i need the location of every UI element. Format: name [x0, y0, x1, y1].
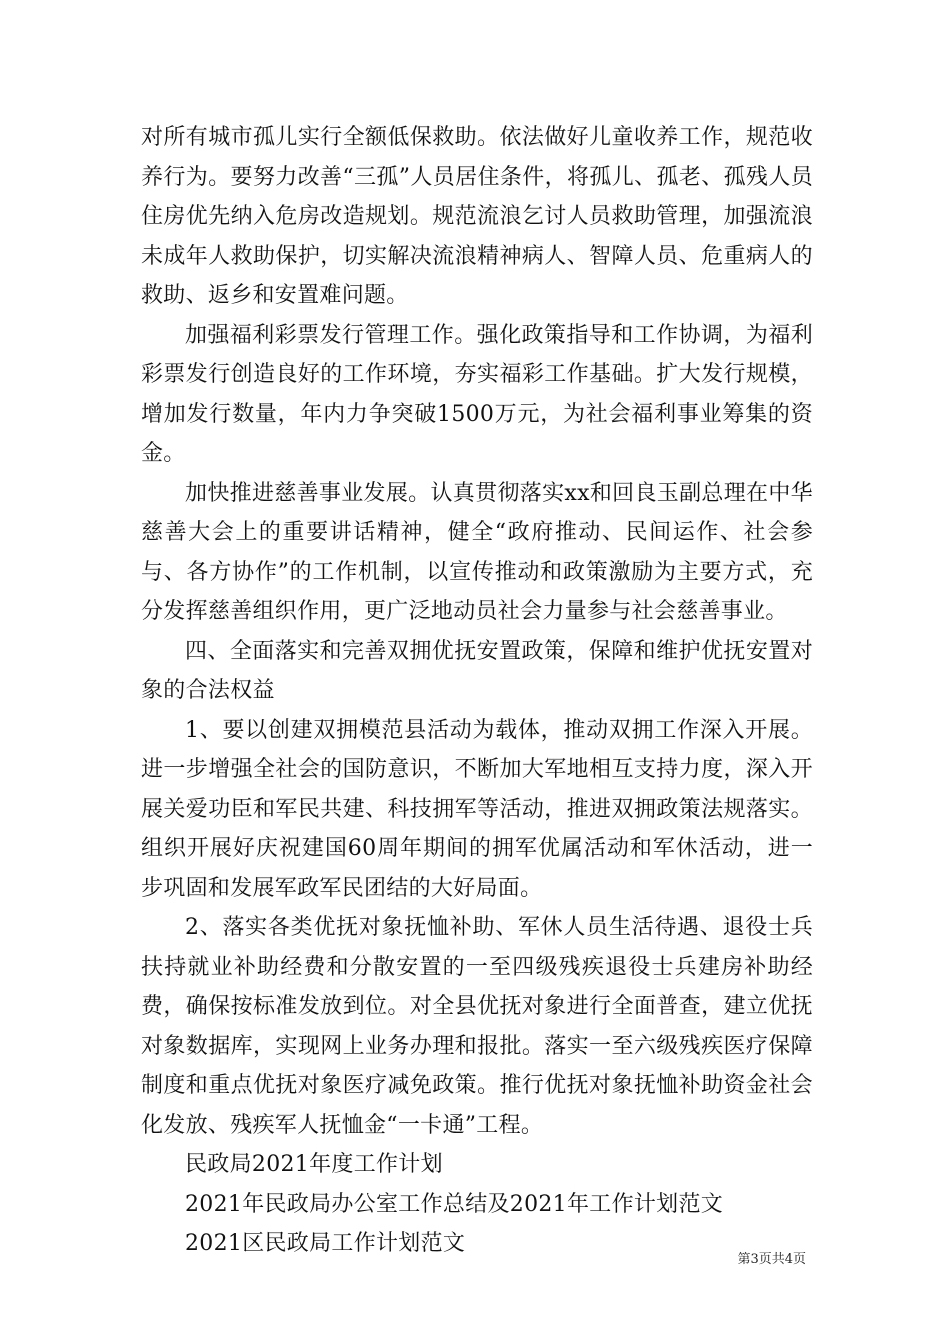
page-number-indicator: 第3页共4页 [737, 1252, 806, 1267]
related-link-1[interactable]: 民政局2021年度工作计划 [185, 1152, 443, 1177]
section-heading-4: 四、全面落实和完善双拥优抚安置政策，保障和维护优抚安置对象的合法权益 [141, 638, 813, 703]
body-paragraph-1: 对所有城市孤儿实行全额低保救助。依法做好儿童收养工作，规范收养行为。要努力改善“三孤”人员居住条件，将孤儿、孤老、孤残人员住房优先纳入危房改造规划。规范流浪乞讨人员救助管理，加强流浪未成年人救助保护，切实解决流浪精神病人、智障人员、危重病人的救助、返乡和安置难问题。 [141, 125, 813, 308]
related-link-3[interactable]: 2021区民政局工作计划范文 [185, 1231, 466, 1256]
document-body [141, 118, 813, 1264]
body-paragraph-2: 加强福利彩票发行管理工作。强化政策指导和工作协调，为福利彩票发行创造良好的工作环境，夯实福彩工作基础。扩大发行规模，增加发行数量，年内力争突破1500万元，为社会福利事业筹集的资金。 [141, 322, 813, 466]
body-paragraph-item-2: 2、落实各类优抚对象抚恤补助、军休人员生活待遇、退役士兵扶持就业补助经费和分散安置的一至四级残疾退役士兵建房补助经费，确保按标准发放到位。对全县优抚对象进行全面普查，建立优抚对象数据库，实现网上业务办理和报批。落实一至六级残疾医疗保障制度和重点优抚对象医疗减免政策。推行优抚对象抚恤补助资金社会化发放、残疾军人抚恤金“一卡通”工程。 [141, 915, 813, 1138]
related-link-2[interactable]: 2021年民政局办公室工作总结及2021年工作计划范文 [185, 1191, 724, 1217]
body-paragraph-item-1: 1、要以创建双拥模范县活动为载体，推动双拥工作深入开展。进一步增强全社会的国防意识，不断加大军地相互支持力度，深入开展关爱功臣和军民共建、科技拥军等活动，推进双拥政策法规落实。组织开展好庆祝建国60周年期间的拥军优属活动和军休活动，进一步巩固和发展军政军民团结的大好局面。 [141, 717, 813, 901]
body-paragraph-3: 加快推进慈善事业发展。认真贯彻落实xx和回良玉副总理在中华慈善大会上的重要讲话精神，健全“政府推动、民间运作、社会参与、各方协作”的工作机制，以宣传推动和政策激励为主要方式，充分发挥慈善组织作用，更广泛地动员社会力量参与社会慈善事业。 [141, 480, 813, 624]
